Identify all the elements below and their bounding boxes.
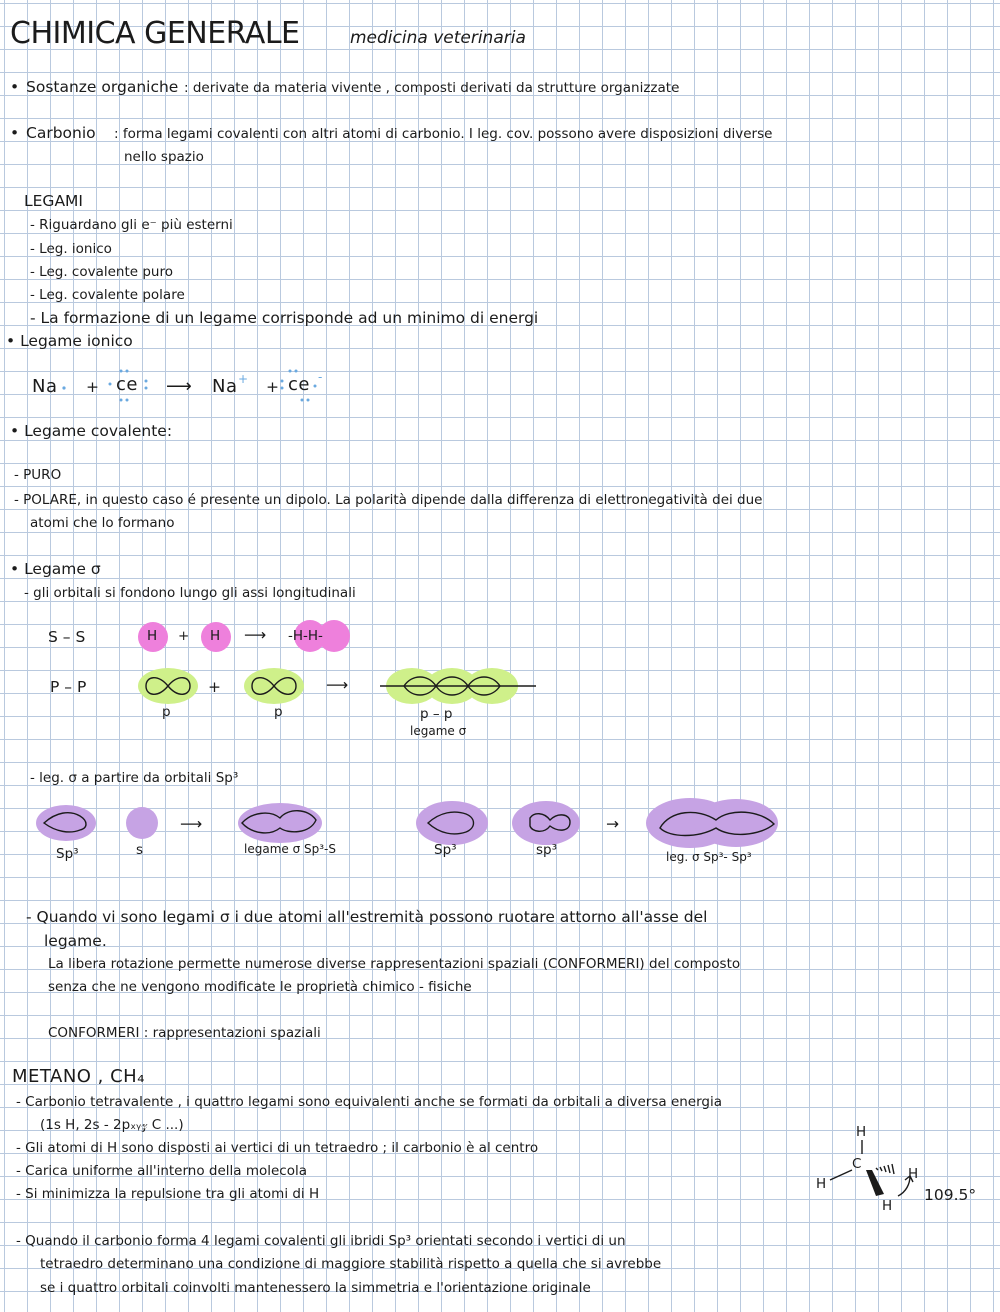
hybrid-line2: tetraedro determinano una condizione di maggiore stabilità rispetto a quella che si avrebbe xyxy=(40,1256,662,1272)
ss-result: -H-H- xyxy=(288,628,323,644)
covalent-polare-line2: atomi che lo formano xyxy=(30,515,175,531)
rotation-line4: senza che ne vengono modificate le proprietà chimico - fisiche xyxy=(48,979,472,995)
ss-arrow: ⟶ xyxy=(244,626,267,644)
metano-item-orbitals: (1s H, 2s - 2pₓᵧ𝓏 C ...) xyxy=(40,1117,184,1133)
rotation-line2: legame. xyxy=(44,932,107,950)
legami-item-polar: - Leg. covalente polare xyxy=(30,287,185,303)
cl-ion-charge: - xyxy=(318,370,323,384)
covalent-heading: • Legame covalente: xyxy=(10,422,173,440)
legami-heading: LEGAMI xyxy=(24,192,83,210)
bond-left xyxy=(830,1170,852,1180)
metano-item-tetrahedron: - Gli atomi di H sono disposti ai vertici di un tetraedro ; il carbonio è al centro xyxy=(16,1140,539,1156)
methane-h-right: H xyxy=(908,1166,919,1182)
rotation-line3: La libera rotazione permette numerose diverse rappresentazioni spaziali (CONFORMERI) del composto xyxy=(48,956,741,972)
methane-c: C xyxy=(852,1156,862,1172)
legami-item-ionic: - Leg. ionico xyxy=(30,241,112,257)
sp3-arrow-1: ⟶ xyxy=(180,815,203,833)
ionic-cl-ion: ce xyxy=(288,374,310,395)
bond-wedge xyxy=(866,1170,884,1196)
carbon-line2: nello spazio xyxy=(124,149,204,165)
carbon-label: Carbonio xyxy=(26,124,96,142)
ss-h2: H xyxy=(210,628,221,644)
page-subtitle: medicina veterinaria xyxy=(350,28,526,48)
ionic-cl: ce xyxy=(116,374,138,395)
ss-label: S – S xyxy=(48,628,86,646)
s-label: s xyxy=(136,842,144,858)
sigma-heading: • Legame σ xyxy=(10,560,101,578)
covalent-puro: - PURO xyxy=(14,467,62,483)
organic-label: Sostanze organiche xyxy=(26,78,179,96)
sp3-label-b: Sp³ xyxy=(434,842,457,858)
methane-angle: 109.5° xyxy=(924,1186,977,1204)
conformeri-definition: CONFORMERI : rappresentazioni spaziali xyxy=(48,1025,321,1041)
methane-h-left: H xyxy=(816,1176,827,1192)
sp3-label-a: Sp³ xyxy=(56,846,79,862)
bond-sp3-sp3-label: leg. σ Sp³- Sp³ xyxy=(666,850,752,864)
pp-p1: p xyxy=(162,704,171,720)
metano-heading: METANO , CH₄ xyxy=(12,1066,145,1087)
legami-item-energy: - La formazione di un legame corrisponde ad un minimo di energi xyxy=(30,309,539,327)
legami-item-electrons: - Riguardano gli e⁻ più esterni xyxy=(30,217,233,233)
bond-sp3-s-label: legame σ Sp³-S xyxy=(244,842,336,856)
ss-h1: H xyxy=(147,628,158,644)
ionic-arrow: ⟶ xyxy=(166,376,193,397)
electron-dot-na xyxy=(62,386,68,392)
methane-h-bottom: H xyxy=(882,1198,893,1214)
covalent-polare-line1: - POLARE, in questo caso é presente un dipolo. La polarità dipende dalla differenza di elettronegatività dei due xyxy=(14,492,763,508)
na-ion-charge: + xyxy=(238,372,249,386)
rotation-line1: - Quando vi sono legami σ i due atomi all'estremità possono ruotare attorno all'asse del xyxy=(26,908,708,926)
ionic-heading: • Legame ionico xyxy=(6,332,133,350)
hybrid-line1: - Quando il carbonio forma 4 legami covalenti gli ibridi Sp³ orientati secondo i vertici di un xyxy=(16,1233,626,1249)
hybrid-line3: se i quattro orbitali coinvolti mantenessero la simmetria e l'orientazione originale xyxy=(40,1280,591,1296)
organic-text: : derivate da materia vivente , composti derivati da strutture organizzate xyxy=(184,80,680,96)
ionic-na-ion: Na xyxy=(212,376,238,397)
organic-bullet: • xyxy=(10,78,20,96)
sp3-label-c: sp³ xyxy=(536,842,558,858)
metano-item-tetravalent: - Carbonio tetravalente , i quattro legami sono equivalenti anche se formati da orbitali a diversa energia xyxy=(16,1094,723,1110)
sigma-desc: - gli orbitali si fondono lungo gli assi longitudinali xyxy=(24,585,356,601)
sp3-intro: - leg. σ a partire da orbitali Sp³ xyxy=(30,770,239,786)
pp-result-label: p – p xyxy=(420,706,453,722)
carbon-line1: : forma legami covalenti con altri atomi di carbonio. I leg. cov. possono avere disposizioni diverse xyxy=(114,126,773,142)
sp3-arrow-2: → xyxy=(606,815,619,833)
sp3-orbitals xyxy=(30,798,790,850)
ionic-na: Na xyxy=(32,376,58,397)
pp-result-caption: legame σ xyxy=(410,724,467,738)
metano-item-repulsion: - Si minimizza la repulsione tra gli atomi di H xyxy=(16,1186,320,1202)
pp-plus: + xyxy=(208,678,221,696)
ionic-plus-2: + xyxy=(266,378,279,396)
legami-item-pure: - Leg. covalente puro xyxy=(30,264,173,280)
methane-h-top: H xyxy=(856,1124,867,1140)
page-title: CHIMICA GENERALE xyxy=(10,16,300,51)
ionic-plus-1: + xyxy=(86,378,99,396)
ss-plus: + xyxy=(178,628,190,644)
metano-item-charge: - Carica uniforme all'interno della molecola xyxy=(16,1163,308,1179)
pp-p2: p xyxy=(274,704,283,720)
carbon-bullet: • xyxy=(10,124,20,142)
pp-arrow: ⟶ xyxy=(326,676,349,694)
pp-label: P – P xyxy=(50,678,87,696)
